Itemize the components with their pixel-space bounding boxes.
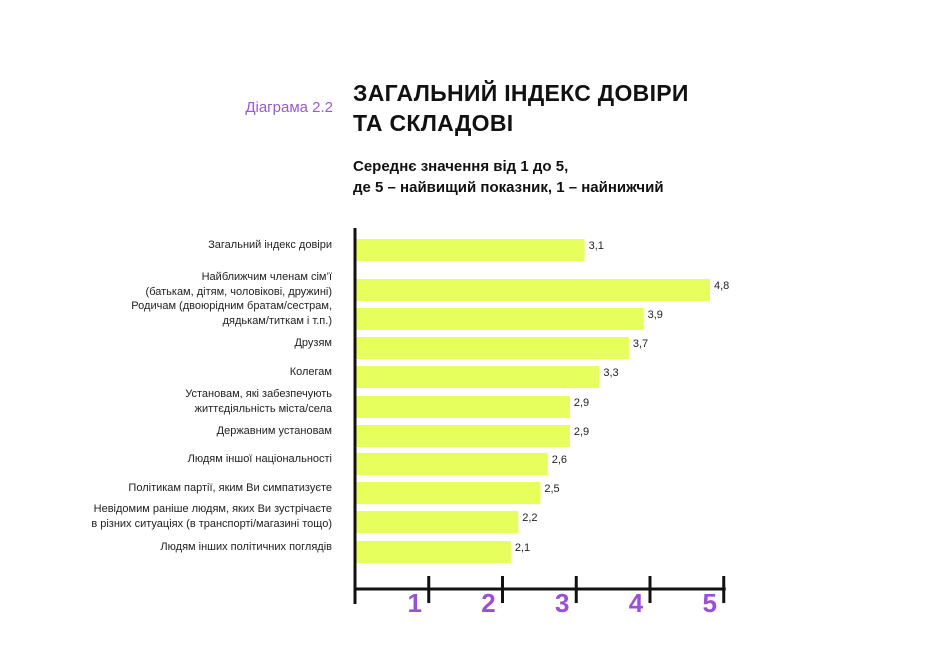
category-label: Найближчим членам сім’ї [201,271,332,283]
bar [356,453,548,475]
category-label: Невідомим раніше людям, яких Ви зустрічаєте [93,503,332,515]
bar [356,396,570,418]
diagram-number: Діаграма 2.2 [245,99,333,116]
value-label: 2,5 [544,483,560,495]
category-label: дядькам/титкам і т.п.) [222,315,332,327]
value-label: 2,2 [522,512,538,524]
category-label: Родичам (двоюрідним братам/сестрам, [131,300,332,312]
category-label: Колегам [289,366,332,378]
bar [356,511,518,533]
category-label: в різних ситуаціях (в транспорті/магазині тощо) [91,518,332,530]
bar [356,337,629,359]
value-label: 4,8 [714,280,730,292]
value-label: 2,9 [573,397,590,409]
x-tick-label: 3 [555,588,570,618]
category-label: Установам, які забезпечують [185,388,332,400]
value-label: 3,9 [647,309,663,321]
value-label: 3,3 [603,367,619,379]
category-label: Друзям [294,337,332,349]
category-label: життєдіяльність міста/села [194,403,332,415]
category-label: Людям іншої національності [187,453,332,465]
x-tick-label: 5 [702,588,717,618]
x-tick-label: 4 [628,588,644,618]
value-label: 2,6 [551,454,568,466]
bar [356,308,644,330]
bar [356,239,585,261]
x-tick-label: 1 [407,588,422,618]
value-label: 2,9 [573,426,590,438]
bar [356,279,710,301]
chart-subtitle-line-2: де 5 – найвищий показник, 1 – найнижчий [353,179,664,196]
chart-title-line-2: ТА СКЛАДОВІ [353,110,514,136]
category-label: Державним установам [216,425,332,437]
chart-subtitle-line-1: Середнє значення від 1 до 5, [353,158,569,175]
value-label: 2,1 [514,542,531,554]
bar [356,425,570,447]
category-label: Людям інших політичних поглядів [160,541,332,553]
category-label: Загальний індекс довіри [208,239,332,251]
x-tick-label: 2 [481,588,496,618]
bar [356,366,599,388]
category-label: (батькам, дітям, чоловікові, дружині) [145,286,332,298]
value-label: 3,1 [588,240,604,252]
category-label: Політикам партії, яким Ви симпатизуєте [128,482,332,494]
chart-title-line-1: ЗАГАЛЬНИЙ ІНДЕКС ДОВІРИ [353,80,689,106]
bar [356,482,540,504]
bar [356,541,511,563]
value-label: 3,7 [632,338,649,350]
